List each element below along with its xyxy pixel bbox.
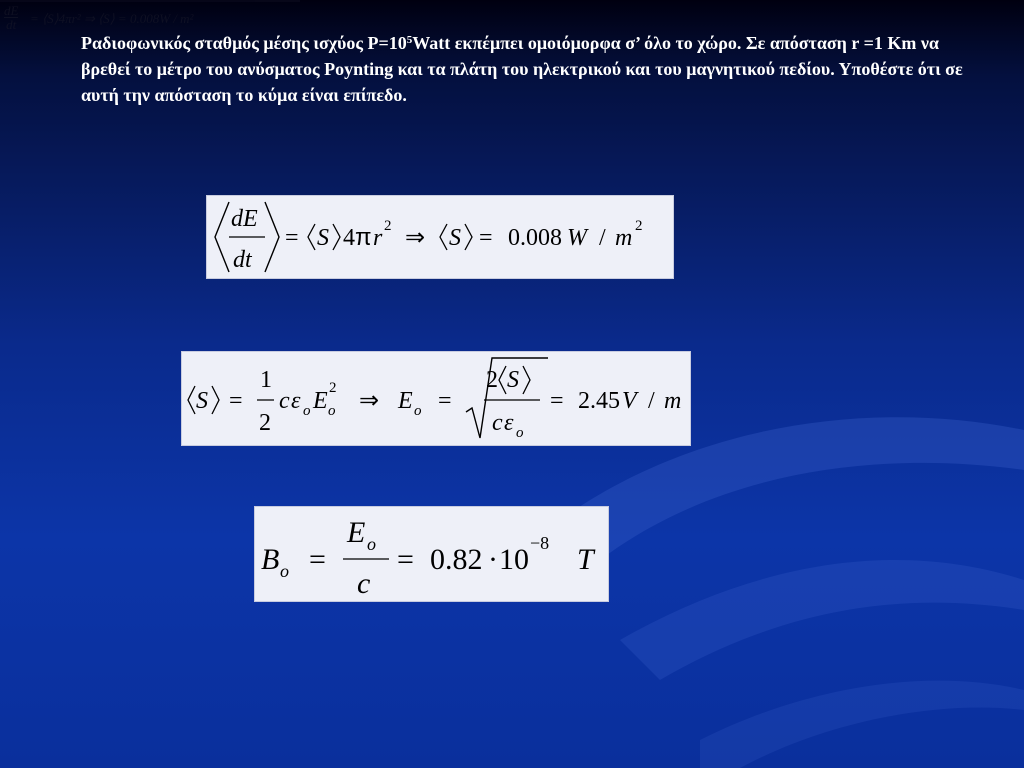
eq1-S2: S: [449, 225, 461, 251]
angle-bracket-left: [308, 224, 315, 250]
eq2-root-epsilon: ε: [504, 410, 514, 436]
eq2-half-num: 1: [260, 367, 272, 393]
eq1-value: 0.008: [508, 225, 562, 251]
angle-bracket-right: [465, 224, 472, 250]
eq2-root-c: c: [492, 410, 503, 436]
eq3-B-sub: o: [280, 561, 289, 581]
eq2-equals2: =: [438, 388, 452, 414]
eq1-slash: /: [599, 225, 606, 251]
eq2-half-den: 2: [259, 410, 271, 436]
eq1-pi: π: [355, 224, 372, 251]
angle-bracket-right: [333, 224, 340, 250]
eq1-unit-W: W: [567, 225, 587, 251]
eq3-num-sub: o: [367, 534, 376, 554]
equation-magnetic-amplitude: [254, 506, 609, 602]
equation-electric-amplitude: [181, 351, 691, 446]
angle-bracket-right: [265, 202, 279, 272]
eq2-c: c: [279, 388, 290, 414]
eq2-root-two: 2: [486, 367, 498, 393]
eq2-equals3: =: [550, 388, 564, 414]
eq3-unit-T: T: [577, 543, 594, 576]
eq1-equals: =: [285, 225, 299, 251]
angle-bracket-left: [440, 224, 447, 250]
artifact-formula-rest: = ⟨S⟩4πr² ⇒ ⟨S⟩ = 0.008W / m²: [30, 11, 194, 26]
eq2-E: E: [313, 388, 328, 414]
problem-statement: [81, 30, 981, 108]
eq1-r-exponent: 2: [384, 218, 392, 234]
eq1-implies: ⇒: [405, 225, 426, 251]
eq3-equals2: =: [397, 543, 414, 576]
eq1-S: S: [317, 225, 329, 251]
eq2-slash: /: [648, 388, 655, 414]
eq2-root-epsilon-sub: o: [516, 425, 524, 441]
eq1-unit-m: m: [615, 225, 633, 251]
problem-text-part1: Ραδιοφωνικός σταθμός μέσης ισχύος P=10: [81, 33, 407, 53]
eq3-equals: =: [309, 543, 326, 576]
artifact-frac-num: dE: [4, 3, 19, 18]
eq2-epsilon-sub: o: [303, 403, 311, 419]
eq2-value: 2.45: [578, 388, 620, 414]
power-exponent: 5: [406, 34, 413, 46]
eq1-m-exponent: 2: [635, 218, 643, 234]
equation-poynting-average: [206, 195, 674, 279]
eq3-den-c: c: [357, 567, 371, 600]
artifact-frac-den: dt: [6, 17, 17, 32]
eq2-E-exponent: 2: [329, 380, 337, 396]
eq2-S: S: [196, 388, 208, 414]
eq2-Eo: E: [398, 388, 413, 414]
eq3-value: 0.82: [430, 543, 483, 576]
header-bar: [0, 0, 300, 2]
problem-text-part2: Watt εκπέμπει ομοιόμορφα σ’ όλο το χώρο. Σε απόσταση r =1 Km να βρεθεί το μέτρο του ανύσματος Poynting και τα πλάτη του ηλεκτρικού και του μαγνητικού πεδίου. Υποθέστε ότι σε αυτή την απόσταση το κύμα είναι επίπεδο.: [81, 33, 963, 105]
eq2-epsilon: ε: [291, 388, 301, 414]
eq1-equals2: =: [479, 225, 493, 251]
eq1-four: 4: [343, 225, 355, 251]
eq3-num-E: E: [347, 516, 366, 549]
eq2-unit-V: V: [622, 388, 637, 414]
angle-bracket-left: [188, 386, 195, 414]
angle-bracket-right: [212, 386, 219, 414]
eq2-E-sub: o: [328, 403, 336, 419]
eq3-exponent: −8: [530, 533, 550, 553]
eq1-frac-den: dt: [233, 247, 252, 273]
eq2-implies: ⇒: [359, 388, 380, 414]
eq2-equals: =: [229, 388, 243, 414]
eq1-frac-num: dE: [231, 206, 258, 232]
eq1-r: r: [373, 225, 383, 251]
eq3-B: B: [261, 543, 280, 576]
eq2-root-S: S: [507, 367, 519, 393]
angle-bracket-left: [215, 202, 229, 272]
eq2-unit-m: m: [664, 388, 682, 414]
eq3-dot: ·: [488, 543, 498, 576]
artifact-fraction: [4, 4, 18, 31]
angle-bracket-left: [499, 366, 506, 394]
eq2-Eo-sub: o: [414, 403, 422, 419]
angle-bracket-right: [523, 366, 530, 394]
eq3-ten: 10: [499, 543, 529, 576]
